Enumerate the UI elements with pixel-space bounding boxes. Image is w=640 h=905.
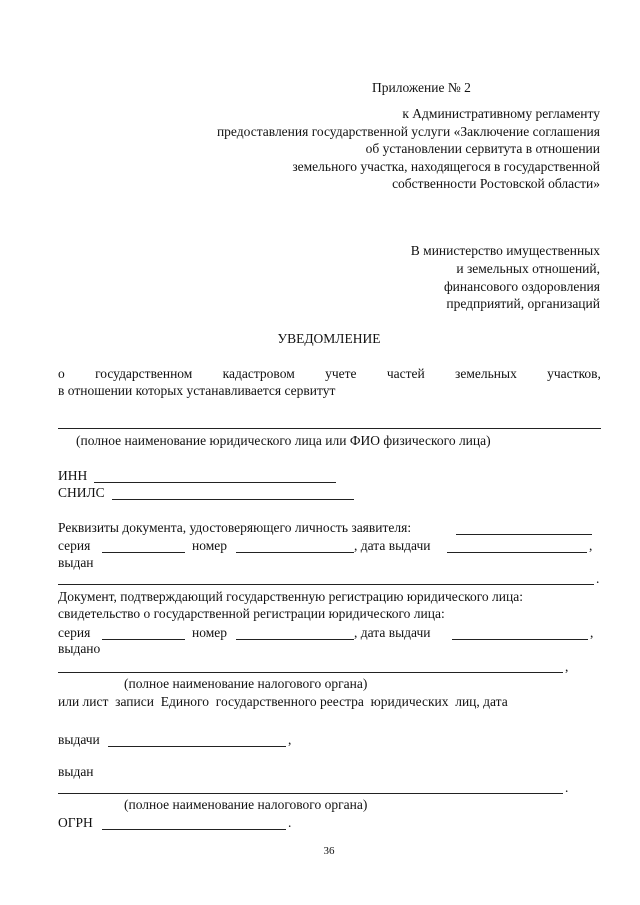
- appendix-line-3: об установлении сервитута в отношении: [365, 141, 600, 156]
- egrul-issued-by-field[interactable]: [58, 793, 563, 794]
- id-series-field[interactable]: [102, 552, 185, 553]
- addressee-line-4: предприятий, организаций: [446, 296, 600, 311]
- appendix-title: Приложение № 2: [372, 80, 471, 95]
- egrul-tax-caption: (полное наименование налогового органа): [124, 797, 368, 812]
- id-doc-field[interactable]: [456, 534, 592, 535]
- id-doc-label: Реквизиты документа, удостоверяющего личность заявителя:: [58, 520, 412, 535]
- id-series-label: серия: [58, 538, 91, 553]
- page-number: 36: [323, 845, 335, 857]
- applicant-caption: (полное наименование юридического лица или ФИО физического лица): [76, 433, 491, 448]
- id-issue-date-label: , дата выдачи: [354, 538, 431, 553]
- id-issue-date-field[interactable]: [447, 552, 587, 553]
- subject-word: государственном: [95, 366, 193, 381]
- inn-field[interactable]: [94, 482, 336, 483]
- subject-line-2: в отношении которых устанавливается сервитут: [58, 383, 336, 398]
- subject-word: участков,: [547, 366, 601, 381]
- appendix-line-5: собственности Ростовской области»: [392, 176, 600, 191]
- egrul-issue-date-field[interactable]: [108, 746, 286, 747]
- addressee-line-2: и земельных отношений,: [456, 261, 600, 276]
- reg-issue-date-field[interactable]: [452, 639, 588, 640]
- reg-doc-line-1: Документ, подтверждающий государственную регистрацию юридического лица:: [58, 589, 523, 604]
- ogrn-label: ОГРН: [58, 815, 93, 830]
- egrul-line: или лист записи Единого государственного реестра юридических лиц, дата: [58, 694, 508, 709]
- subject-word: о: [58, 366, 65, 381]
- subject-word: частей: [386, 366, 425, 381]
- id-issued-by-label: выдан: [58, 555, 94, 570]
- egrul-issue-label: выдачи: [58, 732, 100, 747]
- appendix-line-1: к Административному регламенту: [402, 106, 600, 121]
- reg-doc-line-2: свидетельство о государственной регистрации юридического лица:: [58, 606, 445, 621]
- document-heading: УВЕДОМЛЕНИЕ: [277, 331, 381, 346]
- subject-word: земельных: [455, 366, 517, 381]
- subject-line-1: [58, 366, 601, 382]
- id-issued-by-field[interactable]: [58, 584, 594, 585]
- reg-series-field[interactable]: [102, 639, 185, 640]
- reg-number-label: номер: [192, 625, 228, 640]
- id-number-label: номер: [192, 538, 228, 553]
- egrul-issued-by-label: выдан: [58, 764, 94, 779]
- addressee-line-3: финансового оздоровления: [443, 279, 600, 294]
- snils-field[interactable]: [112, 499, 354, 500]
- appendix-line-4: земельного участка, находящегося в государственной: [292, 159, 600, 174]
- reg-issued-by-field[interactable]: [58, 672, 563, 673]
- subject-word: кадастровом: [222, 366, 295, 381]
- addressee-line-1: В министерство имущественных: [410, 243, 600, 258]
- snils-label: СНИЛС: [58, 485, 105, 500]
- reg-issued-by-label: выдано: [58, 641, 101, 656]
- reg-series-label: серия: [58, 625, 91, 640]
- applicant-name-field[interactable]: [58, 428, 601, 429]
- reg-issue-date-label: , дата выдачи: [354, 625, 431, 640]
- ogrn-field[interactable]: [102, 829, 286, 830]
- appendix-line-2: предоставления государственной услуги «Заключение соглашения: [216, 124, 600, 139]
- inn-label: ИНН: [58, 468, 88, 483]
- reg-tax-caption: (полное наименование налогового органа): [124, 676, 368, 691]
- id-number-field[interactable]: [236, 552, 354, 553]
- subject-word: учете: [325, 366, 357, 381]
- reg-number-field[interactable]: [236, 639, 354, 640]
